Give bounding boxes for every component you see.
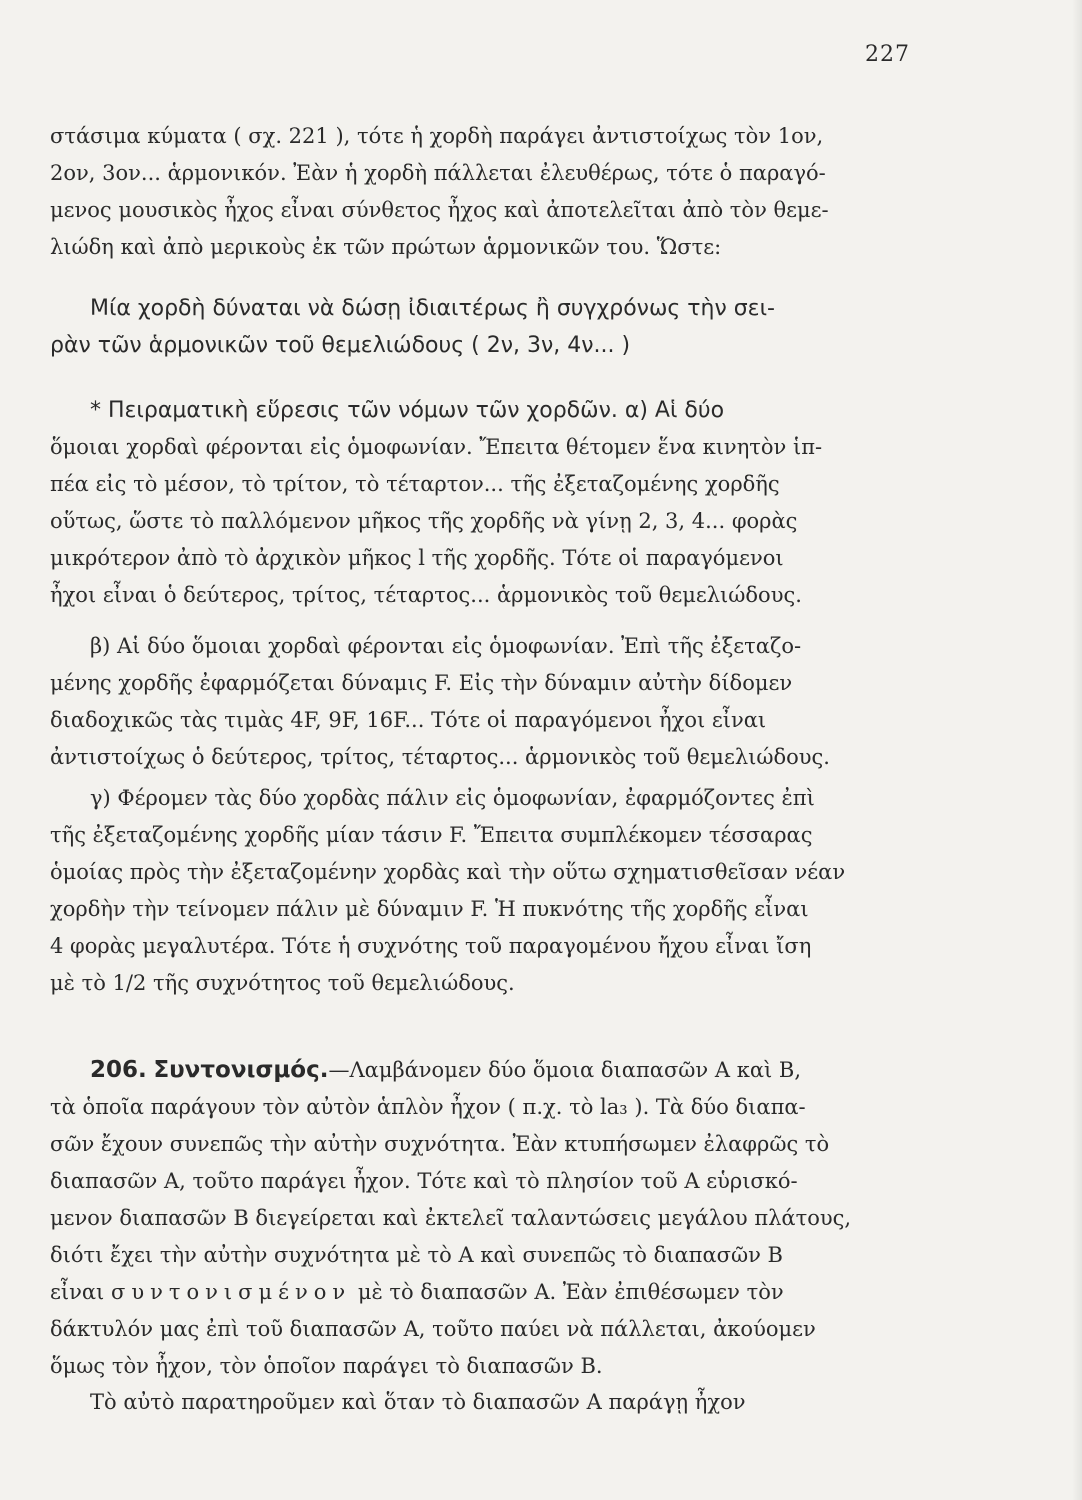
section-title: Συντονισμός. bbox=[153, 1057, 329, 1083]
emphasized-term: συντονισμένον bbox=[110, 1280, 352, 1304]
text-line: λιώδη καὶ ἀπὸ μερικοὺς ἐκ τῶν πρώτων ἁρμονικῶν του. Ὥστε: bbox=[50, 235, 722, 259]
paragraph-experiment-b bbox=[50, 628, 930, 776]
text-line: στάσιμα κύματα ( σχ. 221 ), τότε ἡ χορδὴ παράγει ἀντιστοίχως τὸν 1ον, bbox=[50, 124, 824, 148]
text-line: ἀντιστοίχως ὁ δεύτερος, τρίτος, τέταρτος... ἁρμονικὸς τοῦ θεμελιώδους. bbox=[50, 745, 830, 769]
text-line: μενον διαπασῶν Β διεγείρεται καὶ ἐκτελεῖ ταλαντώσεις μεγάλου πλάτους, bbox=[50, 1206, 852, 1230]
paragraph-experiment-a bbox=[50, 392, 930, 614]
section-heading-line bbox=[50, 1052, 930, 1089]
text-line: χορδὴν τὴν τείνομεν πάλιν μὲ δύναμιν F. Ἡ πυκνότης τῆς χορδῆς εἶναι bbox=[50, 897, 809, 921]
text-line: 4 φορὰς μεγαλυτέρα. Τότε ἡ συχνότης τοῦ παραγομένου ἤχου εἶναι ἴση bbox=[50, 934, 812, 958]
text-line-spaced bbox=[50, 1274, 930, 1311]
paragraph-continuation bbox=[50, 1384, 930, 1421]
text-line: γ) Φέρομεν τὰς δύο χορδὰς πάλιν εἰς ὁμοφωνίαν, ἐφαρμόζοντες ἐπὶ bbox=[90, 786, 815, 810]
text-line: ὁμοίας πρὸς τὴν ἐξεταζομένην χορδὰς καὶ τὴν οὕτω σχηματισθεῖσαν νέαν bbox=[50, 860, 846, 884]
text-line: τὰ ὁποῖα παράγουν τὸν αὐτὸν ἁπλὸν ἦχον ( π.χ. τὸ la₃ ). Τὰ δύο διαπα- bbox=[50, 1095, 806, 1119]
text-line: σῶν ἔχουν συνεπῶς τὴν αὐτὴν συχνότητα. Ἐὰν κτυπήσωμεν ἐλαφρῶς τὸ bbox=[50, 1132, 830, 1156]
text-line: πέα εἰς τὸ μέσον, τὸ τρίτον, τὸ τέταρτον... τῆς ἐξεταζομένης χορδῆς bbox=[50, 472, 780, 496]
paragraph-harmonics bbox=[50, 118, 930, 266]
text-line: διαδοχικῶς τὰς τιμὰς 4F, 9F, 16F... Τότε οἱ παραγόμενοι ἦχοι εἶναι bbox=[50, 708, 767, 732]
spaced-line-end: μὲ τὸ διαπασῶν Α. Ἐὰν ἐπιθέσωμεν τὸν bbox=[357, 1280, 784, 1304]
paragraph-rule bbox=[50, 290, 930, 364]
text-line: ρὰν τῶν ἁρμονικῶν τοῦ θεμελιώδους ( 2ν, 3ν, 4ν... ) bbox=[50, 333, 631, 358]
text-line: ἦχοι εἶναι ὁ δεύτερος, τρίτος, τέταρτος... ἁρμονικὸς τοῦ θεμελιώδους. bbox=[50, 583, 802, 607]
text-line: διότι ἔχει τὴν αὐτὴν συχνότητα μὲ τὸ Α καὶ συνεπῶς τὸ διαπασῶν Β bbox=[50, 1243, 783, 1267]
text-line: Τὸ αὐτὸ παρατηροῦμεν καὶ ὅταν τὸ διαπασῶν Α παράγῃ ἦχον bbox=[90, 1390, 746, 1414]
text-line: Μία χορδὴ δύναται νὰ δώσῃ ἰδιαιτέρως ἢ συγχρόνως τὴν σει- bbox=[90, 296, 775, 321]
section-206 bbox=[50, 1052, 930, 1385]
text-line: 2ον, 3ον... ἁρμονικόν. Ἐὰν ἡ χορδὴ πάλλεται ἐλευθέρως, τότε ὁ παραγό- bbox=[50, 161, 826, 185]
text-line: οὕτως, ὥστε τὸ παλλόμενον μῆκος τῆς χορδῆς νὰ γίνῃ 2, 3, 4... φορὰς bbox=[50, 509, 798, 533]
text-line: τῆς ἐξεταζομένης χορδῆς μίαν τάσιν F. Ἔπειτα συμπλέκομεν τέσσαρας bbox=[50, 823, 813, 847]
page-number: 227 bbox=[865, 42, 910, 67]
text-line: διαπασῶν Α, τοῦτο παράγει ἦχον. Τότε καὶ τὸ πλησίον τοῦ Α εὑρισκό- bbox=[50, 1169, 798, 1193]
page-edge-shadow bbox=[1072, 0, 1082, 1500]
text-line: β) Αἱ δύο ὅμοιαι χορδαὶ φέρονται εἰς ὁμοφωνίαν. Ἐπὶ τῆς ἐξεταζο- bbox=[90, 634, 802, 658]
text-line: μενος μουσικὸς ἦχος εἶναι σύνθετος ἦχος καὶ ἀποτελεῖται ἀπὸ τὸν θεμε- bbox=[50, 198, 829, 222]
section-number: 206. bbox=[90, 1057, 147, 1083]
text-line: μὲ τὸ 1/2 τῆς συχνότητος τοῦ θεμελιώδους. bbox=[50, 971, 515, 995]
text-line: δάκτυλόν μας ἐπὶ τοῦ διαπασῶν Α, τοῦτο παύει νὰ πάλλεται, ἀκούομεν bbox=[50, 1317, 816, 1341]
text-line: ὅμοιαι χορδαὶ φέρονται εἰς ὁμοφωνίαν. Ἔπειτα θέτομεν ἕνα κινητὸν ἱπ- bbox=[50, 435, 823, 459]
text-line: ὅμως τὸν ἦχον, τὸν ὁποῖον παράγει τὸ διαπασῶν Β. bbox=[50, 1354, 603, 1378]
text-line: * Πειραματικὴ εὕρεσις τῶν νόμων τῶν χορδῶν. α) Αἱ δύο bbox=[90, 398, 725, 423]
text-line: μένης χορδῆς ἐφαρμόζεται δύναμις F. Εἰς τὴν δύναμιν αὐτὴν δίδομεν bbox=[50, 671, 793, 695]
spaced-line-start: εἶναι bbox=[50, 1280, 105, 1304]
paragraph-experiment-c bbox=[50, 780, 930, 1002]
section-intro: —Λαμβάνομεν δύο ὅμοια διαπασῶν Α καὶ Β, bbox=[328, 1058, 802, 1082]
text-line: μικρότερον ἀπὸ τὸ ἀρχικὸν μῆκος l τῆς χορδῆς. Τότε οἱ παραγόμενοι bbox=[50, 546, 784, 570]
